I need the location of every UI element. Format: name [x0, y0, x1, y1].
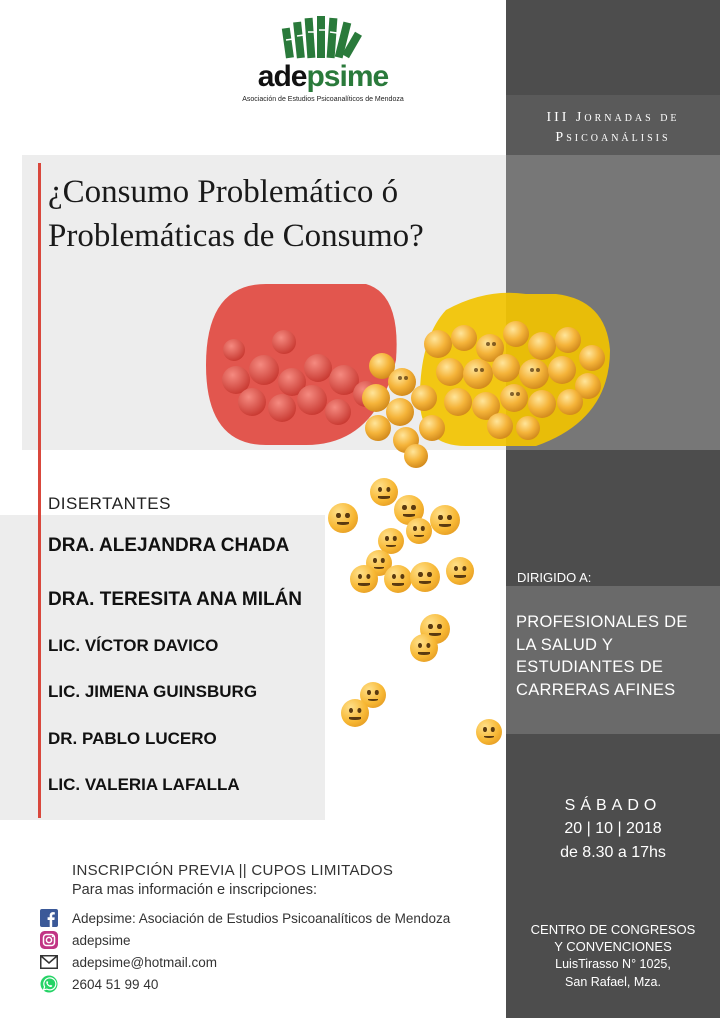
- event-time: de 8.30 a 17hs: [560, 844, 666, 861]
- audience-line: ESTUDIANTES DE: [516, 658, 664, 676]
- venue-address-line1: LuisTirasso N° 1025,: [555, 957, 671, 971]
- venue-address-line2: San Rafael, Mza.: [565, 975, 661, 989]
- emoji-face-icon: [410, 634, 438, 662]
- logo-word-left: ade: [257, 60, 307, 93]
- speaker-name: LIC. VÍCTOR DAVICO: [48, 636, 219, 655]
- emoji-face-icon: [328, 503, 358, 533]
- instagram-icon: [40, 931, 58, 949]
- event-title-line1: III Jornadas de: [546, 110, 680, 125]
- logo-word-right: psime: [306, 60, 389, 93]
- adepsime-logo: [228, 10, 418, 102]
- speaker-name: LIC. VALERIA LAFALLA: [48, 775, 240, 794]
- logo-subtitle: Asociación de Estudios Psicoanalíticos de Mendoza: [242, 96, 404, 103]
- speaker-name: LIC. JIMENA GUINSBURG: [48, 682, 258, 701]
- registration-info: Para mas información e inscripciones:: [72, 882, 317, 898]
- envelope-icon: [40, 953, 58, 971]
- books-logo-icon: [280, 14, 370, 60]
- event-day: SÁBADO: [564, 797, 662, 814]
- emoji-face-icon: [476, 719, 502, 745]
- audience-line: PROFESIONALES DE: [516, 613, 688, 631]
- capsule-emoji-illustration: [196, 270, 616, 470]
- speakers-heading: DISERTANTES: [48, 494, 171, 513]
- emoji-face-icon: [350, 565, 378, 593]
- speaker-name: DR. PABLO LUCERO: [48, 729, 217, 748]
- contact-instagram[interactable]: [40, 930, 131, 950]
- venue-name: [506, 921, 720, 955]
- registration-title: INSCRIPCIÓN PREVIA || CUPOS LIMITADOS: [72, 862, 394, 879]
- contact-instagram-text[interactable]: adepsime: [72, 932, 131, 948]
- contact-email-text[interactable]: adepsime@hotmail.com: [72, 954, 218, 970]
- emoji-face-icon: [370, 478, 398, 506]
- accent-rule: [38, 163, 41, 818]
- main-title-line2: Problemáticas de Consumo?: [48, 218, 424, 254]
- emoji-face-icon: [341, 699, 369, 727]
- audience-line: CARRERAS AFINES: [516, 680, 676, 699]
- venue-name-line2: Y CONVENCIONES: [554, 939, 672, 954]
- venue-address: [506, 955, 720, 991]
- emoji-face-icon: [430, 505, 460, 535]
- emoji-face-icon: [446, 557, 474, 585]
- main-title-line1: ¿Consumo Problemático ó: [48, 174, 399, 210]
- contact-whatsapp[interactable]: [40, 974, 158, 994]
- audience-text: [516, 611, 716, 701]
- logo-wordmark: [228, 60, 418, 94]
- emoji-face-icon: [384, 565, 412, 593]
- contact-whatsapp-text[interactable]: 2604 51 99 40: [72, 976, 159, 992]
- whatsapp-icon: [40, 975, 58, 993]
- audience-label: DIRIGIDO A:: [517, 570, 592, 585]
- event-title: [510, 108, 716, 148]
- contact-email[interactable]: [40, 952, 217, 972]
- venue-name-line1: CENTRO DE CONGRESOS: [530, 922, 696, 937]
- event-date: 20 | 10 | 2018: [564, 820, 662, 837]
- speaker-name: DRA. ALEJANDRA CHADA: [48, 535, 290, 556]
- emoji-face-icon: [406, 518, 432, 544]
- contact-facebook-text[interactable]: Adepsime: Asociación de Estudios Psicoanalíticos de Mendoza: [72, 910, 451, 926]
- emoji-face-icon: [410, 562, 440, 592]
- facebook-icon: [40, 909, 58, 927]
- event-title-line2: Psicoanálisis: [555, 130, 671, 145]
- contact-facebook[interactable]: [40, 908, 450, 928]
- audience-line: LA SALUD Y: [516, 635, 614, 654]
- speaker-name: DRA. TERESITA ANA MILÁN: [48, 589, 303, 610]
- main-title: [48, 170, 498, 258]
